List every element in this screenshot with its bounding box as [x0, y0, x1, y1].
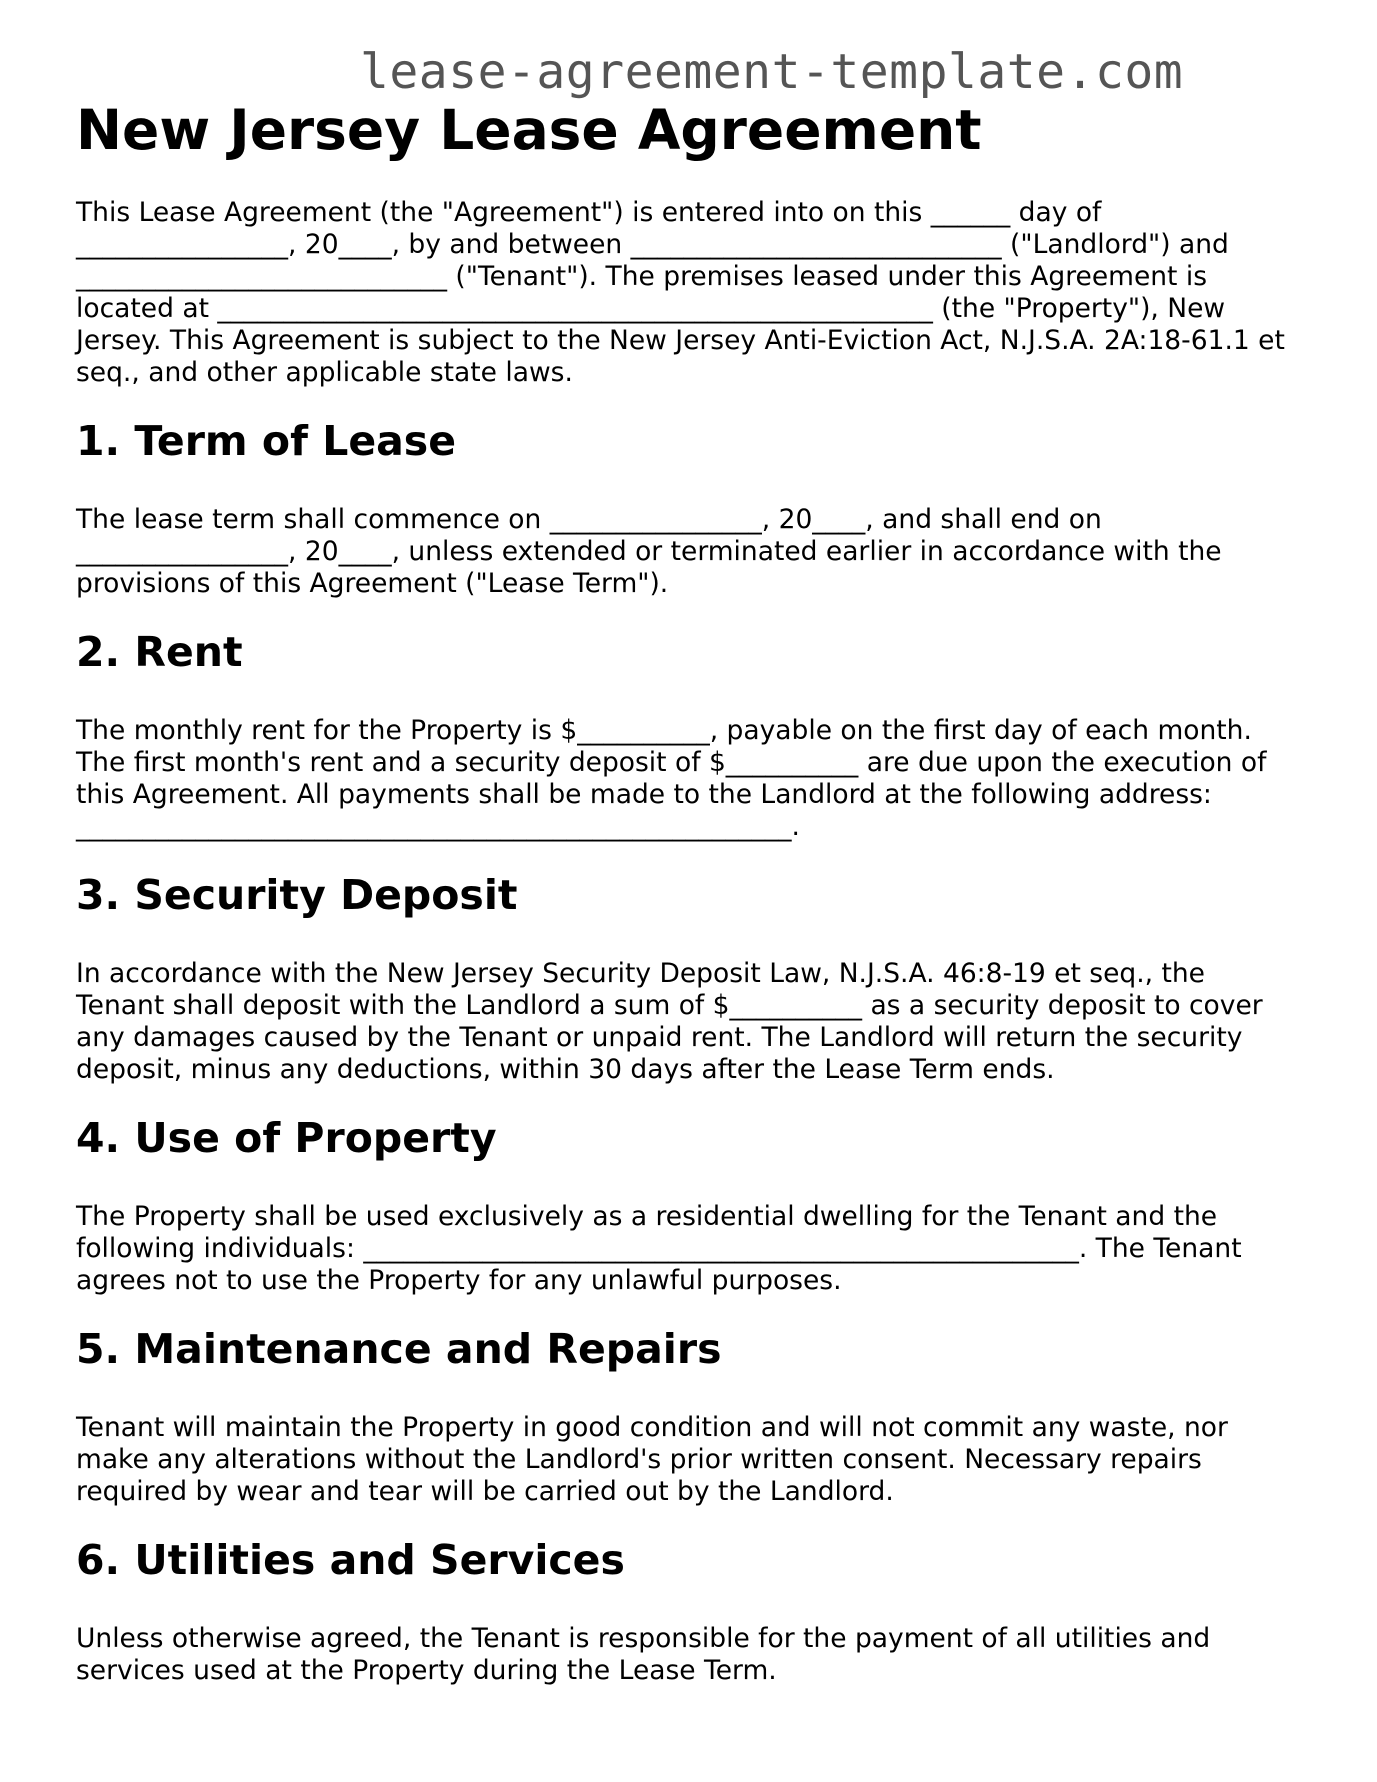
section-heading-security-deposit: 3. Security Deposit: [76, 871, 518, 919]
watermark: lease-agreement-template.com: [360, 44, 1184, 100]
section-heading-rent: 2. Rent: [76, 628, 243, 676]
document-title: New Jersey Lease Agreement: [76, 98, 982, 162]
section-heading-utilities: 6. Utilities and Services: [76, 1536, 625, 1584]
intro-paragraph: This Lease Agreement (the "Agreement") is entered into on this ______ day of ________________, 20____, by and between ____________________________ ("Landlord") and ____________________________ ("Tenant"). The premises leased under this Agreement is located at ______________________________________________________ (the "Property"), New Jersey. This Agreement is subject to the New Jersey Anti-Eviction Act, N.J.S.A. 2A:18-61.1 et seq., and other applicable state laws.: [76, 197, 1285, 388]
section-body-rent: The monthly rent for the Property is $__________, payable on the first day of each month. The first month's rent and a security deposit of $__________ are due upon the execution of this Agreement. All payments shall be made to the Landlord at the following address: ______________________________________________________.: [76, 715, 1267, 842]
section-body-utilities: Unless otherwise agreed, the Tenant is responsible for the payment of all utilities and services used at the Property during the Lease Term.: [76, 1623, 1211, 1686]
section-body-use-of-property: The Property shall be used exclusively as a residential dwelling for the Tenant and the following individuals: ______________________________________________________. The Tenant agrees not to use the Property for any unlawful purposes.: [76, 1201, 1242, 1296]
section-heading-use-of-property: 4. Use of Property: [76, 1114, 497, 1162]
section-body-term: The lease term shall commence on ________________, 20____, and shall end on ________________, 20____, unless extended or terminated earlier in accordance with the provisions of this Agreement ("Lease Term").: [76, 504, 1222, 599]
section-body-security-deposit: In accordance with the New Jersey Security Deposit Law, N.J.S.A. 46:8-19 et seq., the Tenant shall deposit with the Landlord a sum of $__________ as a security deposit to cover any damages caused by the Tenant or unpaid rent. The Landlord will return the security deposit, minus any deductions, within 30 days after the Lease Term ends.: [76, 958, 1263, 1085]
section-body-maintenance: Tenant will maintain the Property in good condition and will not commit any waste, nor make any alterations without the Landlord's prior written consent. Necessary repairs required by wear and tear will be carried out by the Landlord.: [76, 1412, 1228, 1507]
section-heading-term: 1. Term of Lease: [76, 417, 457, 465]
section-heading-maintenance: 5. Maintenance and Repairs: [76, 1325, 722, 1373]
document-body: [76, 197, 1308, 1687]
